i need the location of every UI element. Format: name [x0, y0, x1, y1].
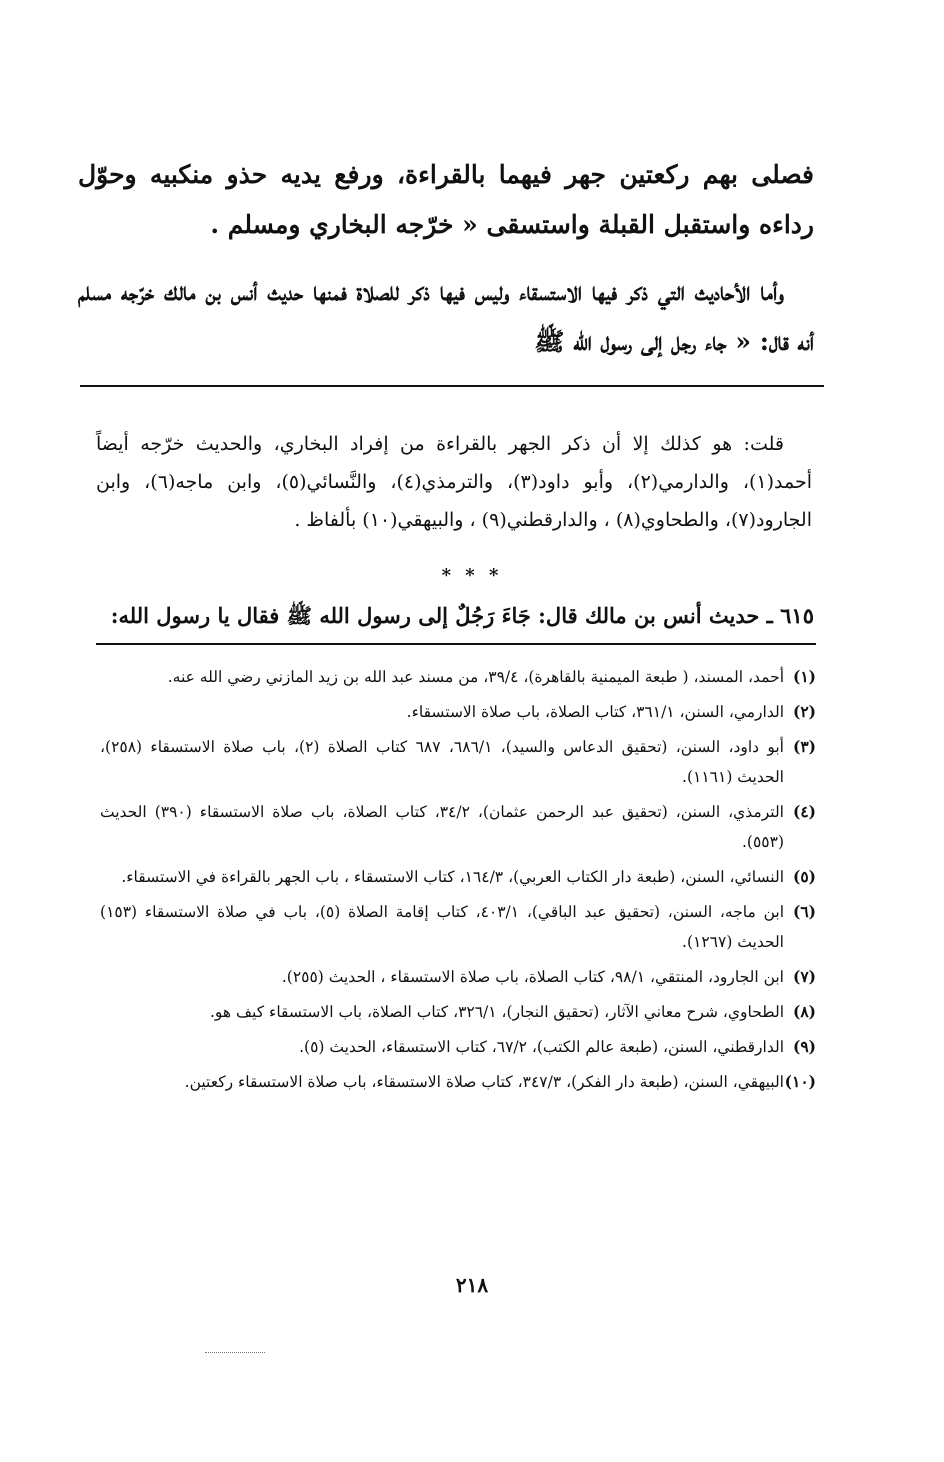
footnote-4 [100, 797, 816, 857]
commentary [96, 425, 812, 539]
footnote-number: (١) [792, 667, 816, 686]
section-separator: * * * [441, 565, 503, 586]
footnote-text: ابن الجارود، المنتقي، ٩٨/١، كتاب الصلاة، باب صلاة الاستسقاء ، الحديث (٢٥٥). [281, 968, 784, 986]
footnote-number: (٩) [792, 1037, 816, 1056]
scan-artifact [205, 1352, 265, 1355]
main-divider [80, 385, 824, 387]
footnote-number: (٦) [792, 902, 816, 921]
footnote-2 [100, 697, 816, 727]
footnote-text: الدارقطني، السنن، (طبعة عالم الكتب)، ٦٧/٢، كتاب الاستسقاء، الحديث (٥). [299, 1038, 784, 1056]
page-number: ٢١٨ [455, 1273, 489, 1297]
footnote-text: الدارمي، السنن، ٣٦١/١، كتاب الصلاة، باب صلاة الاستسقاء. [406, 703, 784, 721]
footnote-7 [100, 962, 816, 992]
footnote-number: (٤) [792, 802, 816, 821]
footnote-1 [100, 662, 816, 692]
footnote-divider [96, 643, 816, 645]
footnote-text: أبو داود، السنن، (تحقيق الدعاس والسيد)، ٦٨٦/١، ٦٨٧ كتاب الصلاة (٢)، باب صلاة الاستسقاء (٢٥٨)، الحديث (١١٦١). [100, 738, 784, 786]
footnote-text: النسائي، السنن، (طبعة دار الكتاب العربي)، ١٦٤/٣، كتاب الاستسقاء ، باب الجهر بالقراءة في الاستسقاء. [121, 868, 784, 886]
footnote-number: (٣) [792, 737, 816, 756]
footnote-9 [100, 1032, 816, 1062]
main-text [78, 150, 814, 384]
main-paragraph-1: فصلى بهم ركعتين جهر فيهما بالقراءة، ورفع يديه حذو منكبيه وحوّل رداءه واستقبل القبلة واستسقى « خرّجه البخاري ومسلم . [78, 160, 814, 239]
hadith-heading: ٦١٥ ـ حديث أنس بن مالك قال: جَاءَ رَجُلٌ إلى رسول الله ﷺ فقال يا رسول الله: [110, 603, 814, 628]
footnote-text: البيهقي، السنن، (طبعة دار الفكر)، ٣٤٧/٣، كتاب صلاة الاستسقاء، باب صلاة الاستسقاء ركعتين. [184, 1073, 784, 1091]
footnote-8 [100, 997, 816, 1027]
footnote-number: (٨) [792, 1002, 816, 1021]
footnote-number: (٥) [792, 867, 816, 886]
footnote-number: (٧) [792, 967, 816, 986]
footnote-3 [100, 732, 816, 792]
main-paragraph-2: وأما الأحاديث التي ذكر فيها الاستسقاء وليس فيها ذكر للصلاة فمنها حديث أنس بن مالك خرّجه مسلم أنه قال: « جاء رجل إلى رسول الله ﷺ [78, 277, 814, 356]
footnote-text: أحمد، المسند، ( طبعة الميمنية بالقاهرة)، ٣٩/٤، من مسند عبد الله بن زيد المازني رضي الله عنه. [167, 668, 784, 686]
footnote-number: (٢) [792, 702, 816, 721]
footnote-number: (١٠) [784, 1072, 816, 1091]
commentary-text: قلت: هو كذلك إلا أن ذكر الجهر بالقراءة من إفراد البخاري، والحديث خرّجه أيضاً أحمد(١)، والدارمي(٢)، وأبو داود(٣)، والترمذي(٤)، والنَّسائي(٥)، وابن ماجه(٦)، وابن الجارود(٧)، والطحاوي(٨) ، والدارقطني(٩) ، والبيهقي(١٠) بألفاظ . [96, 433, 813, 531]
footnote-text: الطحاوي، شرح معاني الآثار، (تحقيق النجار)، ٣٢٦/١، كتاب الصلاة، باب الاستسقاء كيف هو. [209, 1003, 784, 1021]
footnote-text: ابن ماجه، السنن، (تحقيق عبد الباقي)، ٤٠٣/١، كتاب إقامة الصلاة (٥)، باب في صلاة الاستسقاء (١٥٣) الحديث (١٢٦٧). [100, 903, 784, 951]
footnote-6 [100, 897, 816, 957]
footnote-text: الترمذي، السنن، (تحقيق عبد الرحمن عثمان)، ٣٤/٢، كتاب الصلاة، باب صلاة الاستسقاء (٣٩٠) الحديث (٥٥٣). [100, 803, 784, 851]
footnote-10 [100, 1067, 816, 1097]
footnote-5 [100, 862, 816, 892]
footnotes [100, 662, 816, 1102]
